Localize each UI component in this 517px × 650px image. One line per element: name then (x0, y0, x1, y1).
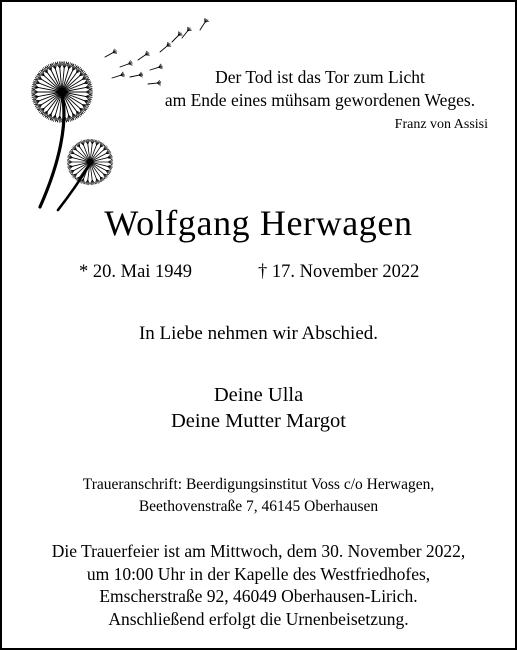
service-line-2: um 10:00 Uhr in der Kapelle des Westfriedhofes, (86, 563, 431, 584)
mourner: Deine Mutter Margot (171, 410, 346, 432)
mourners-list (2, 382, 515, 434)
quote-block (130, 66, 490, 135)
death-date: † 17. November 2022 (258, 262, 420, 282)
service-line-1: Die Trauerfeier ist am Mittwoch, dem 30. November 2022, (51, 541, 466, 561)
service-details (2, 540, 515, 630)
service-line-4: Anschließend erfolgt die Urnenbeisetzung. (108, 608, 409, 629)
birth-date: * 20. Mai 1949 (79, 262, 193, 282)
quote-author: Franz von Assisi (394, 117, 488, 132)
mourning-address (2, 474, 515, 518)
deceased-name: Wolfgang Herwagen (104, 203, 413, 243)
mourner: Deine Ulla (213, 384, 304, 406)
quote-line-1: Der Tod ist das Tor zum Licht (215, 67, 425, 87)
address-line-2: Beethovenstraße 7, 46145 Oberhausen (138, 498, 379, 515)
service-line-3: Emscherstraße 92, 46049 Oberhausen-Lirich. (99, 586, 418, 606)
quote-line-2: am Ende eines mühsam gewordenen Weges. (164, 90, 476, 110)
farewell-text: In Liebe nehmen wir Abschied. (138, 323, 378, 344)
address-line-1: Traueranschrift: Beerdigungsinstitut Voss c/o Herwagen, (82, 476, 435, 493)
